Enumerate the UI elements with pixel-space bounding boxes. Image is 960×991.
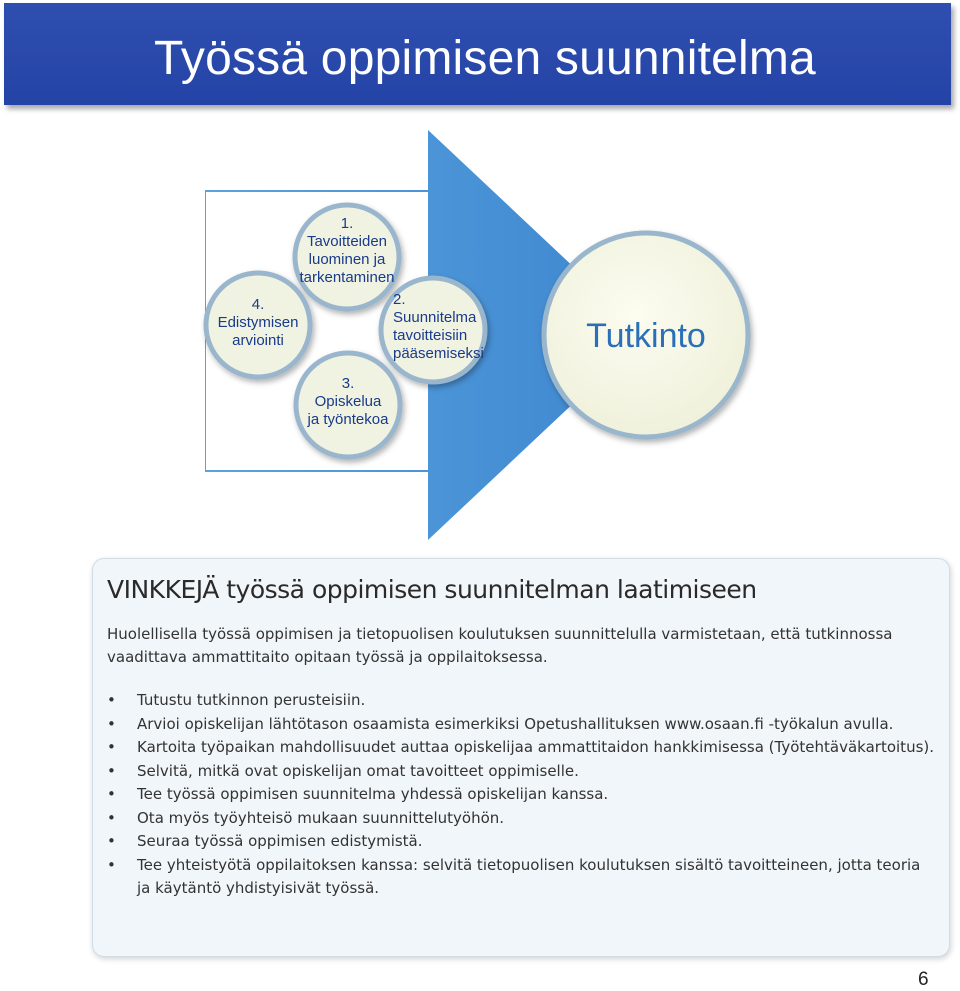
step-1-number: 1. (340, 215, 354, 232)
step-1-line-3: tarkentaminen (299, 269, 395, 286)
list-item-text: Arvioi opiskelijan lähtötason osaamista esimerkiksi Opetushallituksen www.osaan.fi -työkalun avulla. (137, 714, 894, 733)
step-1-line-1: Tavoitteiden (306, 233, 388, 250)
list-item (107, 807, 937, 831)
list-item (107, 760, 937, 784)
page-number: 6 (918, 969, 929, 990)
bullet-icon: • (107, 691, 116, 709)
bullet-icon: • (107, 808, 116, 827)
step-3-line-2: ja työntekoa (307, 411, 389, 428)
step-1-line-2: luominen ja (308, 251, 386, 268)
list-item (107, 736, 937, 760)
step-2-line-3: pääsemiseksi (393, 345, 484, 362)
bullet-icon: • (107, 785, 116, 803)
list-item (107, 830, 937, 854)
step-3-number: 3. (341, 375, 355, 392)
goal-label: Tutkinto (586, 317, 706, 355)
step-4-line-1: Edistymisen (217, 314, 299, 331)
list-item-text: Selvitä, mitkä ovat opiskelijan omat tavoitteet oppimiselle. (137, 761, 579, 780)
list-item-text: Kartoita työpaikan mahdollisuudet auttaa opiskelijaa ammattitaidon hankkimisessa (Työtehtäväkartoitus). (137, 738, 935, 756)
bullet-icon: • (107, 761, 116, 780)
step-2-line-1: Suunnitelma (393, 309, 477, 326)
tips-title: VINKKEJÄ työssä oppimisen suunnitelman laatimiseen (107, 575, 757, 604)
list-item-text: Tee yhteistyötä oppilaitoksen kanssa: selvitä tietopuolisen koulutuksen sisältö tavoitteineen, jotta teoria ja käytäntö yhdistyisivät työssä. (137, 855, 921, 897)
bullet-icon: • (107, 855, 116, 874)
list-item-text: Tutustu tutkinnon perusteisiin. (137, 691, 366, 709)
bullet-icon: • (107, 714, 116, 733)
list-item (107, 783, 937, 807)
bullet-icon: • (107, 738, 116, 756)
step-2-number: 2. (393, 291, 406, 308)
step-2-line-2: tavoitteisiin (393, 327, 468, 344)
list-item (107, 854, 937, 901)
step-4-line-2: arviointi (232, 332, 284, 349)
bullet-icon: • (107, 832, 116, 850)
tips-box (92, 558, 950, 957)
step-4-number: 4. (251, 296, 265, 313)
tips-list (107, 689, 937, 901)
list-item-text: Tee työssä oppimisen suunnitelma yhdessä opiskelijan kanssa. (137, 785, 609, 803)
step-3-line-1: Opiskelua (314, 393, 382, 410)
list-item (107, 713, 937, 737)
list-item (107, 689, 937, 713)
tips-intro: Huolellisella työssä oppimisen ja tietopuolisen koulutuksen suunnittelulla varmistetaan, että tutkinnossa vaadittava ammattitaito opitaan työssä ja oppilaitoksessa. (107, 625, 893, 666)
page-title: Työssä oppimisen suunnitelma (154, 32, 816, 85)
list-item-text: Ota myös työyhteisö mukaan suunnittelutyöhön. (137, 808, 505, 827)
list-item-text: Seuraa työssä oppimisen edistymistä. (137, 832, 423, 850)
